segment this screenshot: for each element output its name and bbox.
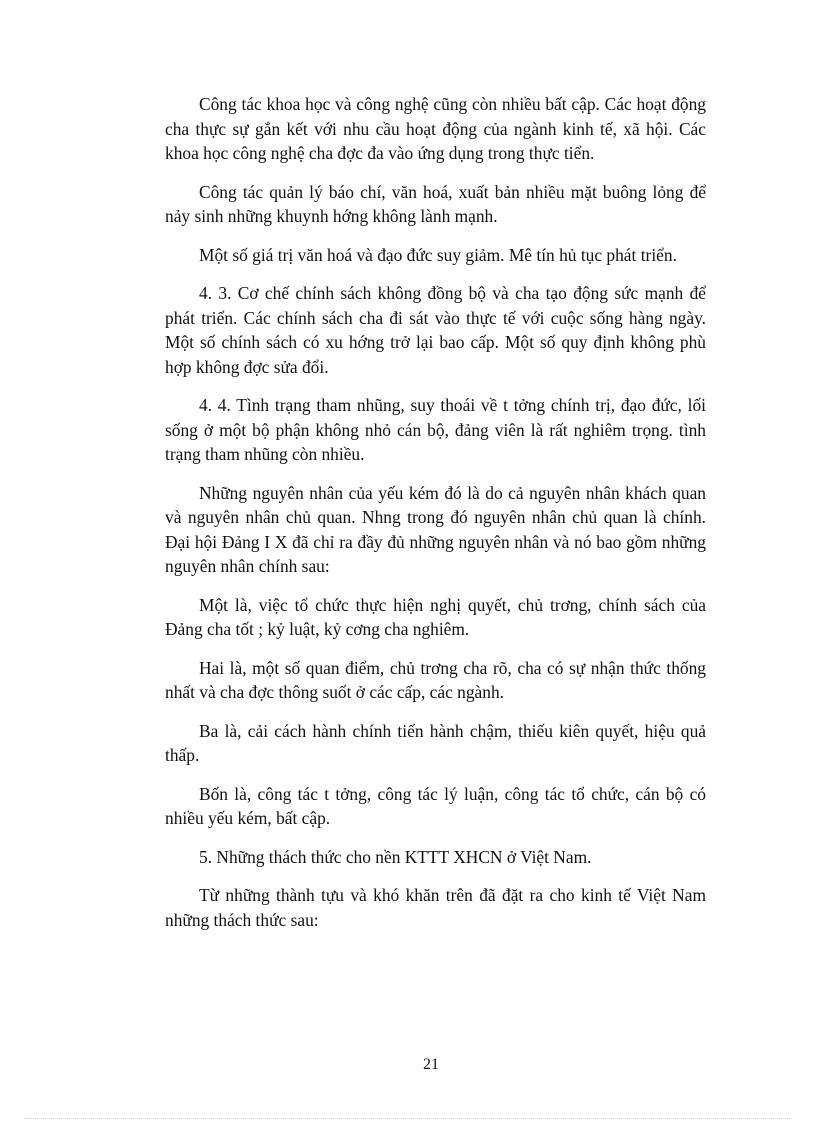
paragraph-cause-three: Ba là, cải cách hành chính tiến hành chậm, thiếu kiên quyết, hiệu quả thấp. — [165, 720, 706, 765]
paragraph-4-4-corruption: 4. 4. Tình trạng tham nhũng, suy thoái về t tởng chính trị, đạo đức, lối sống ở một bộ phận không nhỏ cán bộ, đảng viên là rất nghiêm trọng. tình trạng tham nhũng còn nhiều. — [165, 395, 706, 464]
paragraph-challenges-intro: Từ những thành tựu và khó khăn trên đã đặt ra cho kinh tế Việt Nam những thách thức sau: — [165, 885, 706, 930]
paragraph-press-culture: Công tác quản lý báo chí, văn hoá, xuất bản nhiều mặt buông lỏng để nảy sinh những khuynh hớng không lành mạnh. — [165, 181, 706, 226]
page-bottom-divider — [24, 1118, 792, 1119]
paragraph-cause-two: Hai là, một số quan điểm, chủ trơng cha rõ, cha có sự nhận thức thống nhất và cha đợc thông suốt ở các cấp, các ngành. — [165, 657, 706, 702]
document-body — [165, 92, 706, 946]
section-heading-challenges: 5. Những thách thức cho nền KTTT XHCN ở Việt Nam. — [199, 846, 592, 867]
paragraph-cause-one: Một là, việc tổ chức thực hiện nghị quyết, chủ trơng, chính sách của Đảng cha tốt ; kỷ luật, kỷ cơng cha nghiêm. — [165, 594, 706, 639]
paragraph-science-technology: Công tác khoa học và công nghệ cũng còn nhiều bất cập. Các hoạt động cha thực sự gắn kết với nhu cầu hoạt động của ngành kinh tế, xã hội. Các khoa học công nghệ cha đợc đa vào ứng dụng trong thực tiển. — [165, 94, 706, 163]
paragraph-cultural-values: Một số giá trị văn hoá và đạo đức suy giảm. Mê tín hủ tục phát triển. — [199, 244, 677, 265]
paragraph-4-3-policy: 4. 3. Cơ chế chính sách không đồng bộ và cha tạo động sức mạnh để phát triển. Các chính sách cha đi sát vào thực tế với cuộc sống hàng ngày. Một số chính sách có xu hớng trở lại bao cấp. Một số quy định không phù hợp không đợc sửa đổi. — [165, 283, 706, 377]
page-number: 21 — [423, 1056, 439, 1073]
paragraph-cause-four: Bốn là, công tác t tởng, công tác lý luận, công tác tổ chức, cán bộ có nhiều yếu kém, bất cập. — [165, 783, 706, 828]
paragraph-causes-intro: Những nguyên nhân của yếu kém đó là do cả nguyên nhân khách quan và nguyên nhân chủ quan. Nhng trong đó nguyên nhân chủ quan là chính. Đại hội Đảng I X đã chỉ ra đầy đủ những nguyên nhân và nó bao gồm những nguyên nhân chính sau: — [165, 482, 706, 576]
